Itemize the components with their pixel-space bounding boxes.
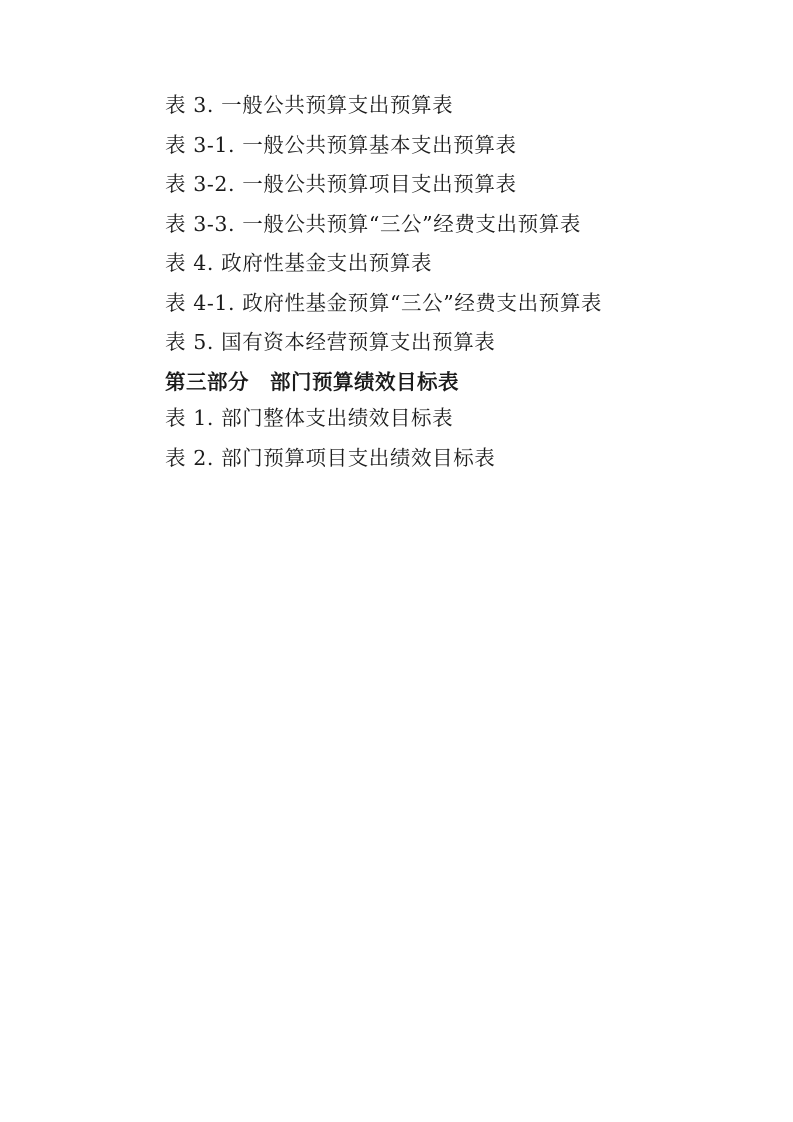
toc-entry: 表 3. 一般公共预算支出预算表 bbox=[165, 93, 454, 117]
toc-entry: 表 4-1. 政府性基金预算“三公”经费支出预算表 bbox=[165, 290, 603, 315]
toc-entry: 表 1. 部门整体支出绩效目标表 bbox=[165, 406, 454, 430]
toc-entry: 表 3-2. 一般公共预算项目支出预算表 bbox=[165, 172, 517, 196]
toc-entry: 表 5. 国有资本经营预算支出预算表 bbox=[165, 330, 496, 354]
toc-entry: 表 3-1. 一般公共预算基本支出预算表 bbox=[165, 132, 517, 157]
toc-entry: 表 3-3. 一般公共预算“三公”经费支出预算表 bbox=[165, 211, 581, 236]
table-of-contents bbox=[165, 95, 703, 468]
toc-entry: 表 2. 部门预算项目支出绩效目标表 bbox=[165, 445, 496, 470]
toc-entry: 表 4. 政府性基金支出预算表 bbox=[165, 251, 433, 275]
toc-section-heading: 第三部分 部门预算绩效目标表 bbox=[165, 369, 459, 394]
